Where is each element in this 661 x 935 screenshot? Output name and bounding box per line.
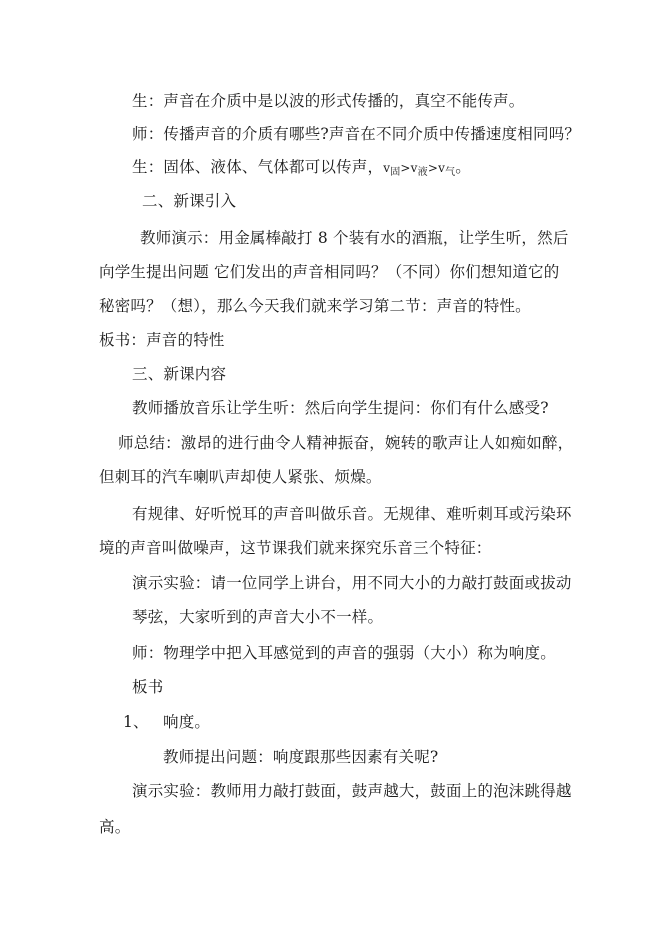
text-line-12: 但刺耳的汽车喇叭声却使人紧张、烦燥。 (99, 468, 382, 486)
text-line-11: 师总结：激昂的进行曲令人精神振奋，婉转的歌声让人如痴如醉， (118, 434, 574, 452)
compare-symbol-2: >v (427, 161, 446, 175)
text-line-17: 师：物理学中把入耳感觉到的声音的强弱（大小）称为响度。 (132, 644, 556, 662)
text-line-1: 生：声音在介质中是以波的形式传播的，真空不能传声。 (132, 92, 525, 110)
text-line-14: 境的声音叫做噪声，这节课我们就来探究乐音三个特征： (99, 539, 492, 557)
text-line-3-prefix: 生：固体、液体、气体都可以传声， (132, 158, 384, 176)
text-line-2: 师：传播声音的介质有哪些?声音在不同介质中传播速度相同吗？ (132, 125, 581, 143)
list-item-number: 1、 (123, 713, 149, 731)
list-item-text: 响度。 (163, 713, 211, 731)
section-heading-2: 二、新课引入 (142, 192, 237, 210)
section-heading-3: 三、新课内容 (132, 365, 227, 383)
text-line-6: 向学生提出问题 它们发出的声音相同吗？（不同）你们想知道它的 (99, 263, 560, 281)
text-line-7: 秘密吗？（想），那么今天我们就来学习第二节：声音的特性。 (99, 297, 531, 315)
text-line-5: 教师演示：用金属棒敲打 8 个装有水的酒瓶，让学生听，然后 (140, 229, 569, 247)
compare-symbol-1: >v (400, 161, 418, 175)
text-line-3 (132, 157, 471, 180)
text-line-13: 有规律、好听悦耳的声音叫做乐音。无规律、难听刺耳或污染环 (132, 505, 572, 523)
text-line-22: 高。 (99, 818, 131, 836)
text-line-21: 演示实验：教师用力敲打鼓面，鼓声越大，鼓面上的泡沫跳得越 (132, 782, 572, 800)
velocity-symbol-1: v (383, 161, 391, 175)
text-line-3-end: 。 (455, 158, 471, 176)
board-title-line: 板书：声音的特性 (99, 331, 225, 349)
subscript-liquid: 液 (417, 167, 428, 178)
subscript-gas: 气 (445, 167, 456, 178)
board-label: 板书 (132, 678, 164, 696)
text-line-15: 演示实验：请一位同学上讲台，用不同大小的力敲打鼓面或拔动 (132, 574, 572, 592)
text-line-10: 教师播放音乐让学生听：然后向学生提问：你们有什么感受? (132, 399, 549, 417)
text-line-20: 教师提出问题：响度跟那些因素有关呢? (163, 748, 439, 766)
subscript-solid: 固 (390, 167, 401, 178)
text-line-16: 琴弦，大家听到的声音大小不一样。 (132, 608, 384, 626)
